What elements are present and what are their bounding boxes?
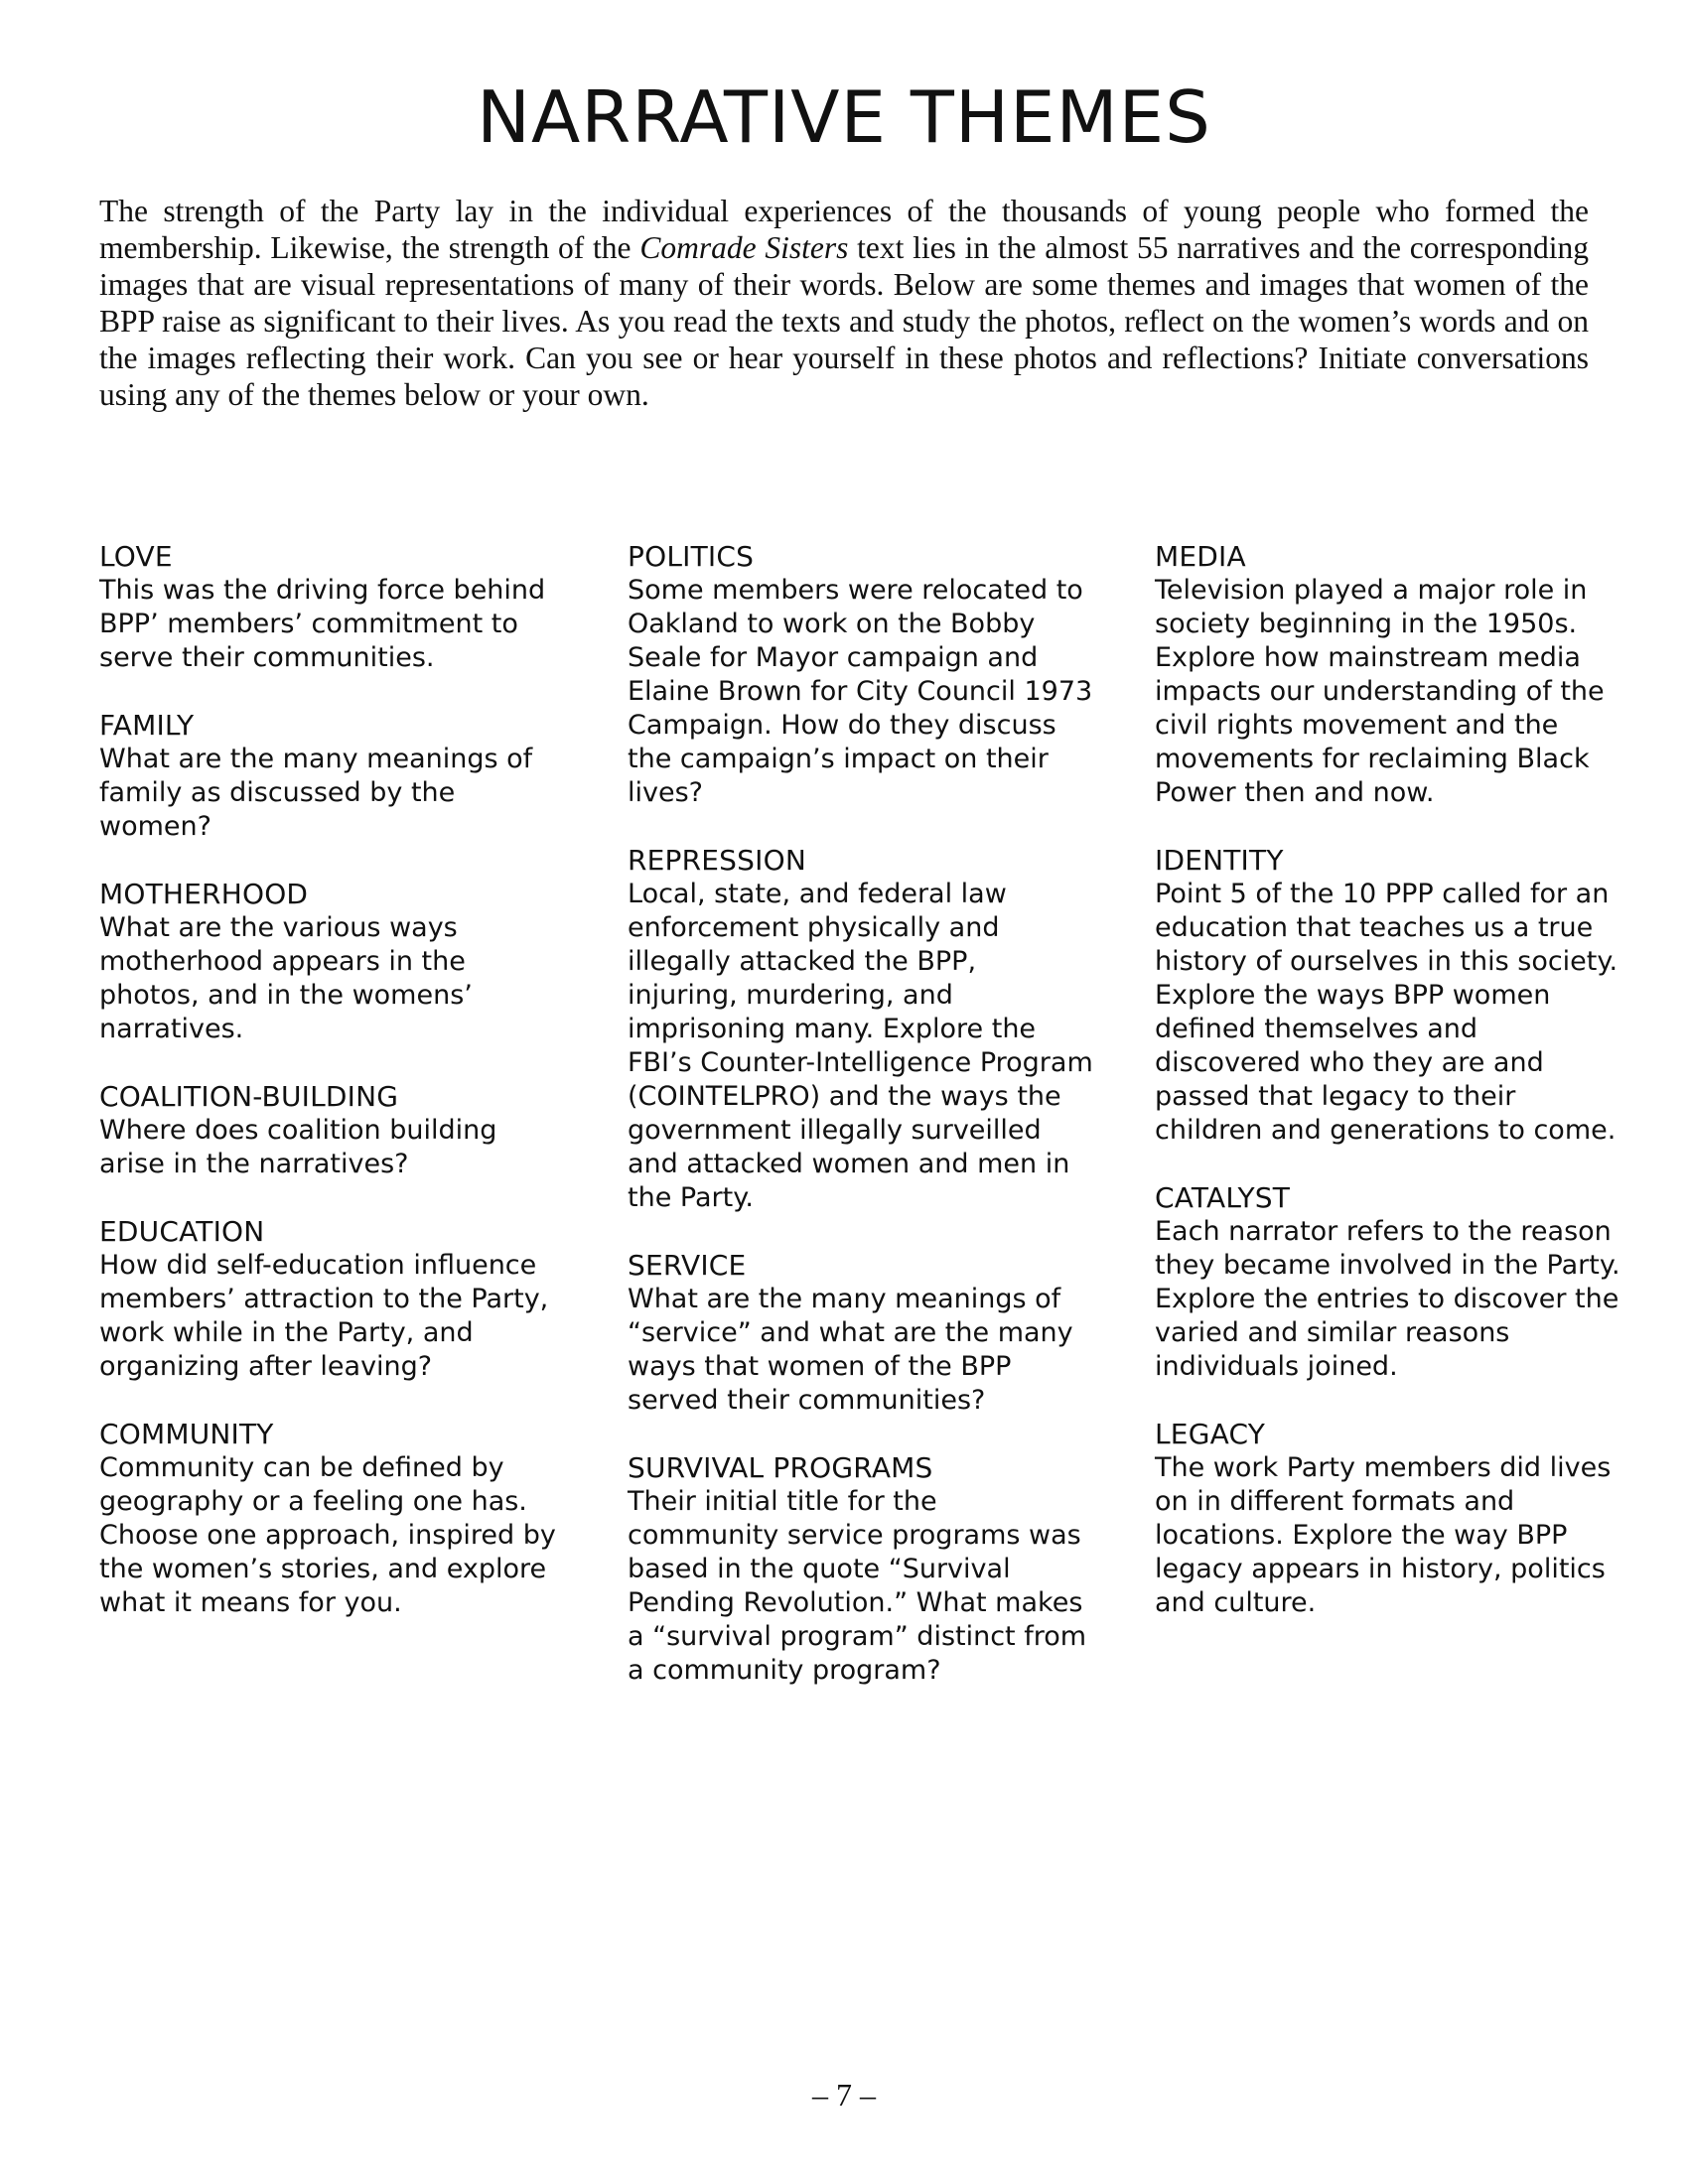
theme-survival-programs	[628, 1451, 1094, 1688]
theme-legacy	[1155, 1418, 1621, 1620]
theme-heading: MEDIA	[1155, 540, 1246, 573]
theme-heading: SERVICE	[628, 1249, 747, 1282]
theme-body: Television played a major role in society beginning in the 1950s. Explore how mainstream media impacts our understanding of the civil rights movement and the movements for reclaiming Black Power then and now.	[1155, 575, 1605, 808]
theme-heading: COALITION-BUILDING	[99, 1080, 399, 1113]
theme-repression	[628, 844, 1094, 1215]
theme-heading: LOVE	[99, 540, 173, 573]
theme-heading: COMMUNITY	[99, 1418, 274, 1450]
intro-text-start: The strength of the Party lay in the individual experiences of the thousands of young people who formed the membership. Likewise, the strength of the	[99, 194, 1589, 265]
theme-body: Where does coalition building arise in the narratives?	[99, 1115, 497, 1179]
theme-politics	[628, 540, 1094, 810]
theme-body: This was the driving force behind BPP’ members’ commitment to serve their communities.	[99, 575, 546, 673]
theme-catalyst	[1155, 1181, 1621, 1384]
theme-heading: EDUCATION	[99, 1215, 265, 1248]
theme-heading: FAMILY	[99, 709, 195, 742]
theme-body: Point 5 of the 10 PPP called for an education that teaches us a true history of ourselves in this society. Explore the ways BPP women defined themselves and discovered who they are and passed that legacy to their children and generations to come.	[1155, 879, 1618, 1146]
theme-body: What are the many meanings of “service” and what are the many ways that women of the BPP served their communities?	[628, 1284, 1073, 1416]
theme-heading: MOTHERHOOD	[99, 878, 309, 910]
theme-heading: LEGACY	[1155, 1418, 1266, 1450]
theme-body: The work Party members did lives on in different formats and locations. Explore the way BPP legacy appears in history, politics and culture.	[1155, 1452, 1612, 1618]
theme-identity	[1155, 844, 1621, 1148]
theme-body: What are the many meanings of family as discussed by the women?	[99, 744, 533, 842]
themes-column-1	[99, 540, 566, 1654]
theme-family	[99, 709, 566, 844]
theme-body: Local, state, and federal law enforcement physically and illegally attacked the BPP, injuring, murdering, and imprisoning many. Explore the FBI’s Counter-Intelligence Program (COINTELPRO) and the ways the government illegally surveilled and attacked women and men in the Party.	[628, 879, 1093, 1213]
theme-body: Some members were relocated to Oakland to work on the Bobby Seale for Mayor campaign and Elaine Brown for City Council 1973 Campaign. How do they discuss the campaign’s impact on their lives?	[628, 575, 1093, 808]
theme-heading: POLITICS	[628, 540, 755, 573]
page-title: NARRATIVE THEMES	[477, 75, 1211, 159]
theme-body: Community can be defined by geography or a feeling one has. Choose one approach, inspired by the women’s stories, and explore what it means for you.	[99, 1452, 556, 1618]
theme-heading: CATALYST	[1155, 1181, 1291, 1214]
theme-body: Each narrator refers to the reason they became involved in the Party. Explore the entries to discover the varied and similar reasons individuals joined.	[1155, 1216, 1620, 1382]
intro-paragraph	[99, 193, 1589, 413]
theme-coalition-building	[99, 1080, 566, 1181]
themes-column-2	[628, 540, 1094, 1721]
theme-body: Their initial title for the community service programs was based in the quote “Survival Pending Revolution.” What makes a “survival program” distinct from a community program?	[628, 1486, 1087, 1686]
book-title: Comrade Sisters	[639, 230, 849, 265]
theme-media	[1155, 540, 1621, 810]
theme-education	[99, 1215, 566, 1384]
page-number: – 7 –	[812, 2077, 876, 2113]
theme-love	[99, 540, 566, 675]
theme-heading: IDENTITY	[1155, 844, 1284, 877]
theme-motherhood	[99, 878, 566, 1046]
theme-body: What are the various ways motherhood appears in the photos, and in the womens’ narratives.	[99, 912, 473, 1044]
theme-heading: REPRESSION	[628, 844, 806, 877]
themes-column-3	[1155, 540, 1621, 1654]
theme-heading: SURVIVAL PROGRAMS	[628, 1451, 933, 1484]
theme-body: How did self-education influence members’ attraction to the Party, work while in the Party, and organizing after leaving?	[99, 1250, 549, 1382]
intro-text-end: text lies in the almost 55 narratives and the corresponding images that are visual representations of many of their words. Below are some themes and images that women of the BPP raise as significant to their lives. As you read the texts and study the photos, reflect on the women’s words and on the images reflecting their work. Can you see or hear yourself in these photos and reflections? Initiate conversations using any of the themes below or your own.	[99, 230, 1589, 412]
theme-community	[99, 1418, 566, 1620]
theme-service	[628, 1249, 1094, 1418]
